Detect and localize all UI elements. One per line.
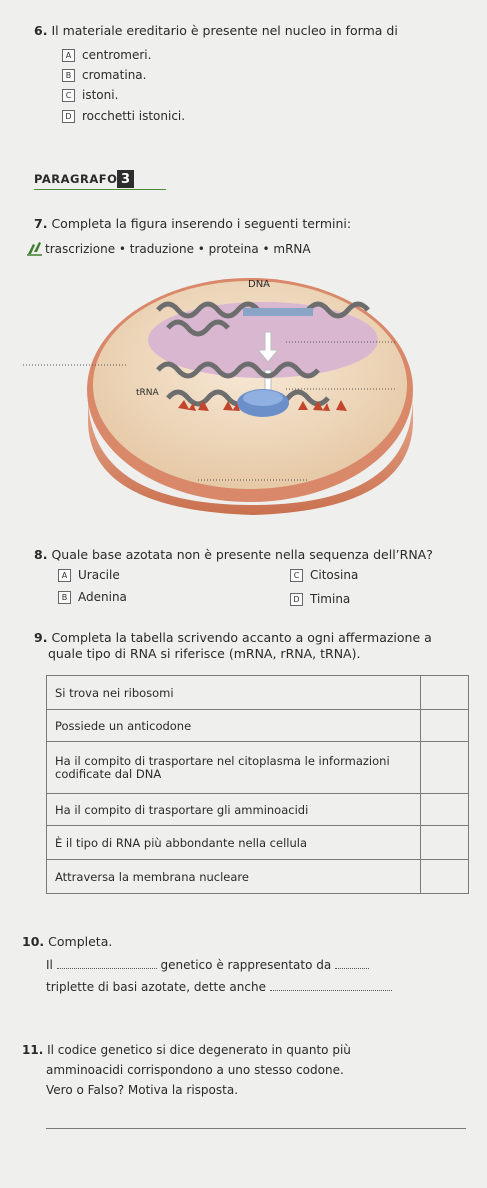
rna-table xyxy=(46,675,469,894)
table-statement: Ha il compito di trasportare gli amminoacidi xyxy=(47,794,421,826)
q10-line2: triplette di basi azotate, dette anche xyxy=(46,980,466,994)
table-statement: Attraversa la membrana nucleare xyxy=(47,860,421,894)
option-letter-box: A xyxy=(62,49,75,62)
table-statement: Si trova nei ribosomi xyxy=(47,676,421,710)
option-letter-box: B xyxy=(62,69,75,82)
q9-title: 9. Completa la tabella scrivendo accanto a ogni affermazione a quale tipo di RNA si riferisce (mRNA, rRNA, tRNA). xyxy=(34,630,432,661)
table-row xyxy=(47,676,469,710)
q6-option-d[interactable] xyxy=(62,109,185,123)
option-letter-box: C xyxy=(290,569,303,582)
table-answer-cell[interactable] xyxy=(421,860,469,894)
option-letter-box: B xyxy=(58,591,71,604)
table-answer-cell[interactable] xyxy=(421,710,469,742)
q8-option-a[interactable] xyxy=(58,568,120,582)
table-row xyxy=(47,742,469,794)
q8-title: 8. Quale base azotata non è presente nella sequenza dell’RNA? xyxy=(34,547,433,562)
q10-blank-2[interactable] xyxy=(335,968,369,969)
q10-title: 10. Completa. xyxy=(22,934,113,949)
option-text: Timina xyxy=(310,592,351,606)
table-row xyxy=(47,710,469,742)
q8-option-b[interactable] xyxy=(58,590,127,604)
option-text: rocchetti istonici. xyxy=(82,109,186,123)
q7-title: 7. Completa la figura inserendo i seguenti termini: xyxy=(34,216,352,231)
option-letter-box: D xyxy=(290,593,303,606)
table-statement: Possiede un anticodone xyxy=(47,710,421,742)
dna-label: DNA xyxy=(248,279,271,290)
table-row xyxy=(47,794,469,826)
q7-terms: trascrizione • traduzione • proteina • mRNA xyxy=(45,242,311,256)
q8-option-c[interactable] xyxy=(290,568,358,582)
paragraph-number: 3 xyxy=(117,170,134,188)
option-text: centromeri. xyxy=(82,48,152,62)
q6-title: 6. Il materiale ereditario è presente nel nucleo in forma di xyxy=(34,23,398,38)
option-text: istoni. xyxy=(82,88,119,102)
paragraph-heading: PARAGRAFO xyxy=(34,172,166,190)
q11-answer-line[interactable] xyxy=(46,1128,466,1129)
q10-line1: Il genetico è rappresentato da xyxy=(46,958,466,972)
option-text: Citosina xyxy=(310,568,359,582)
option-letter-box: D xyxy=(62,110,75,123)
table-statement: Ha il compito di trasportare nel citoplasma le informazioni codificate dal DNA xyxy=(47,742,421,794)
q6-option-b[interactable] xyxy=(62,68,146,82)
option-text: Adenina xyxy=(78,590,127,604)
table-answer-cell[interactable] xyxy=(421,742,469,794)
table-answer-cell[interactable] xyxy=(421,794,469,826)
q6-option-a[interactable] xyxy=(62,48,151,62)
table-answer-cell[interactable] xyxy=(421,676,469,710)
q11-title: 11. Il codice genetico si dice degenerato in quanto più amminoacidi corrispondono a uno stesso codone. Vero o Falso? Motiva la risposta. xyxy=(22,1043,351,1097)
trna-label: tRNA xyxy=(136,388,159,398)
table-row xyxy=(47,860,469,894)
q6-option-c[interactable] xyxy=(62,88,118,102)
table-answer-cell[interactable] xyxy=(421,826,469,860)
q8-option-d[interactable] xyxy=(290,592,350,606)
option-text: Uracile xyxy=(78,568,120,582)
table-row xyxy=(47,826,469,860)
translation-figure xyxy=(18,270,418,520)
option-letter-box: C xyxy=(62,89,75,102)
option-letter-box: A xyxy=(58,569,71,582)
table-statement: È il tipo di RNA più abbondante nella cellula xyxy=(47,826,421,860)
option-text: cromatina. xyxy=(82,68,147,82)
q10-blank-1[interactable] xyxy=(57,968,157,969)
q10-blank-3[interactable] xyxy=(270,990,392,991)
hand-writing-icon xyxy=(26,240,44,256)
